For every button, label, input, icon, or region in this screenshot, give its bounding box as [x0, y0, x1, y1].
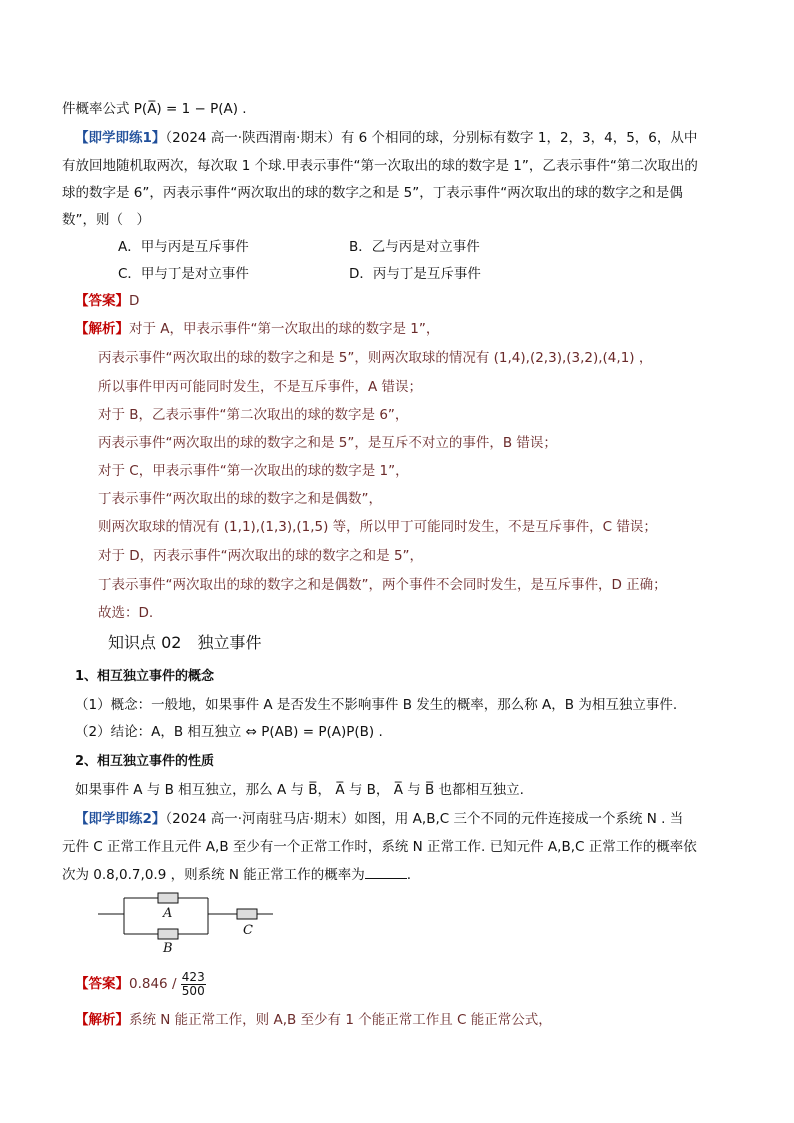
- ex1-option-a: A．甲与丙是互斥事件: [118, 239, 249, 255]
- ex1-answer: [75, 292, 139, 310]
- section-heading: 知识点 02 独立事件: [108, 633, 262, 652]
- label-b: B: [163, 941, 173, 954]
- ex1-option-b: B．乙与丙是对立事件: [349, 239, 480, 255]
- ex1-analysis-11: 故选：D.: [98, 605, 154, 621]
- ex1-answer-tag: 【答案】: [75, 293, 129, 309]
- ex1-option-c: C．甲与丁是对立事件: [118, 266, 249, 282]
- ex2-analysis-text-1: 系统 N 能正常工作，则 A,B 至少有 1 个能正常工作且 C 能正常公式，: [129, 1012, 552, 1028]
- ex1-text-1: （2024 高一·陕西渭南·期末）有 6 个相同的球，分别标有数字 1，2，3，4，5，6，从中: [165, 130, 698, 146]
- ex1-line-3: 球的数字是 6”，丙表示事件“两次取出的球的数字之和是 5”，丁表示事件“两次取出的球的数字之和是偶: [62, 185, 683, 201]
- ex2-tag: 【即学即练2】: [75, 811, 166, 827]
- ex1-line-4: 数”，则（ ）: [62, 212, 150, 228]
- ex1-tag: 【即学即练1】: [75, 130, 166, 146]
- ex1-analysis-tag: 【解析】: [75, 321, 129, 337]
- circuit-diagram: [98, 890, 288, 954]
- ex1-line-2: 有放回地随机取两次，每次取 1 个球.甲表示事件“第一次取出的球的数字是 1”，乙表示事件“第二次取出的: [62, 158, 698, 174]
- ex1-analysis-3: 所以事件甲丙可能同时发生，不是互斥事件，A 错误；: [98, 379, 423, 395]
- ex1-analysis-9: 对于 D，丙表示事件“两次取出的球的数字之和是 5”，: [98, 548, 424, 564]
- answer-fraction: [181, 971, 206, 998]
- ex2-analysis-1: [75, 1011, 552, 1029]
- property-line: 如果事件 A 与 B 相互独立，那么 A 与 B̅， A̅ 与 B， A̅ 与 B̅ 也都相互独立.: [75, 782, 524, 798]
- ex2-answer-tag: 【答案】: [75, 976, 129, 992]
- ex2-answer: [75, 969, 206, 999]
- ex2-line-3: [62, 866, 411, 884]
- subsection-title-1: 1、相互独立事件的概念: [75, 669, 215, 684]
- ex2-analysis-tag: 【解析】: [75, 1012, 129, 1028]
- ex1-analysis-text-1: 对于 A，甲表示事件“第一次取出的球的数字是 1”，: [129, 321, 440, 337]
- ex1-analysis-7: 丁表示事件“两次取出的球的数字之和是偶数”，: [98, 491, 382, 507]
- fraction-denominator: 500: [181, 983, 205, 998]
- ex2-line-2: 元件 C 正常工作且元件 A,B 至少有一个正常工作时，系统 N 正常工作. 已知元件 A,B,C 正常工作的概率依: [62, 839, 697, 855]
- ex1-analysis-5: 丙表示事件“两次取出的球的数字之和是 5”，是互斥不对立的事件，B 错误；: [98, 435, 557, 451]
- ex1-option-d: D．丙与丁是互斥事件: [349, 266, 481, 282]
- ex1-analysis-4: 对于 B，乙表示事件“第二次取出的球的数字是 6”，: [98, 407, 409, 423]
- ex2-text-3: 次为 0.8,0.7,0.9 ，则系统 N 能正常工作的概率为: [62, 867, 365, 883]
- ex1-line-1: [75, 129, 697, 147]
- concept-line: （1）概念：一般地，如果事件 A 是否发生不影响事件 B 发生的概率，那么称 A，B 为相互独立事件.: [75, 697, 678, 713]
- answer-blank: [365, 866, 407, 879]
- ex1-analysis-10: 丁表示事件“两次取出的球的数字之和是偶数”，两个事件不会同时发生，是互斥事件，D 正确；: [98, 577, 667, 593]
- conclusion-line: （2）结论：A，B 相互独立 ⇔ P(AB) = P(A)P(B) .: [75, 724, 383, 740]
- ex1-analysis-1: [75, 320, 439, 338]
- component-a: [158, 893, 178, 903]
- fraction-numerator: 423: [181, 969, 205, 984]
- component-c: [237, 909, 257, 919]
- ex1-analysis-6: 对于 C，甲表示事件“第一次取出的球的数字是 1”，: [98, 463, 409, 479]
- label-a: A: [163, 906, 173, 921]
- ex1-analysis-2: 丙表示事件“两次取出的球的数字之和是 5”，则两次取球的情况有 (1,4),(2,3),(3,2),(4,1) ，: [98, 350, 653, 366]
- ex1-answer-value: D: [129, 293, 140, 309]
- formula-line: 件概率公式 P(A̅) = 1 − P(A) .: [62, 101, 247, 117]
- ex2-answer-value: 0.846 /: [129, 976, 177, 992]
- ex2-line-1: [75, 810, 683, 828]
- ex2-text-1: （2024 高一·河南驻马店·期末）如图，用 A,B,C 三个不同的元件连接成一个系统 N . 当: [165, 811, 684, 827]
- ex2-text-3-end: .: [406, 867, 412, 883]
- component-b: [158, 929, 178, 939]
- subsection-title-2: 2、相互独立事件的性质: [75, 754, 215, 769]
- label-c: C: [243, 923, 253, 938]
- ex1-analysis-8: 则两次取球的情况有 (1,1),(1,3),(1,5) 等，所以甲丁可能同时发生，不是互斥事件，C 错误；: [98, 519, 657, 535]
